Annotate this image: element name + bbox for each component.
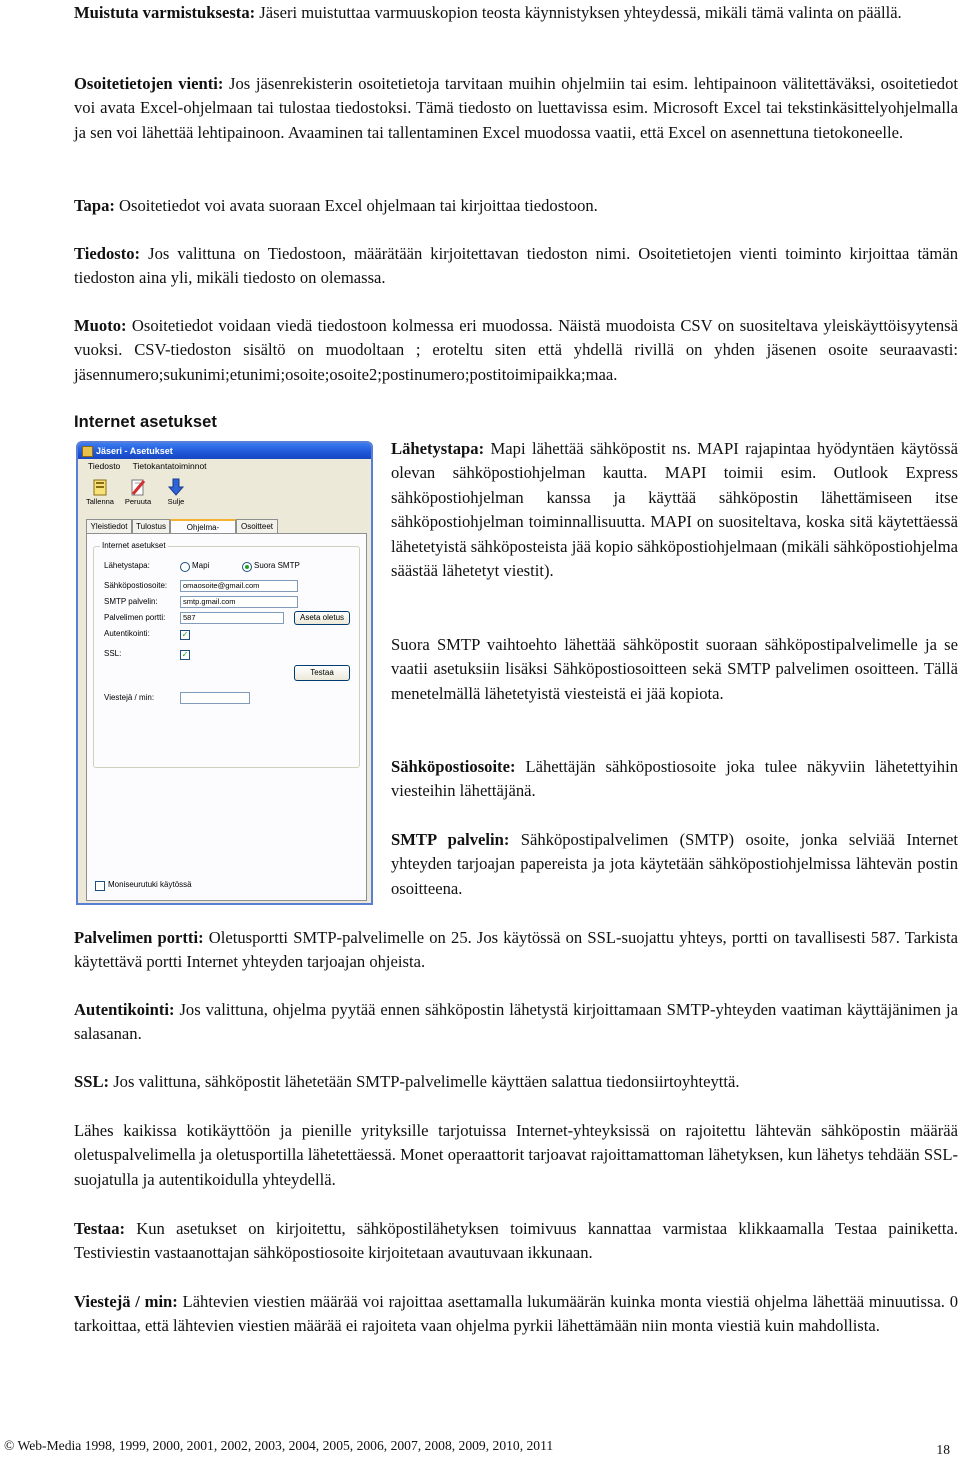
paragraph-rajoitukset: [74, 1119, 958, 1192]
settings-window-screenshot: [76, 441, 373, 905]
paragraph-suora-smtp: [391, 633, 958, 706]
rate-field: [180, 692, 250, 704]
section-heading: Internet asetukset: [74, 413, 218, 431]
menu-item-tietokantatoiminnot: Tietokantatoiminnot: [132, 461, 207, 471]
term-label: Tiedosto:: [74, 244, 141, 263]
app-icon: [82, 446, 93, 457]
paragraph-text: Oletusportti SMTP-palvelimelle on 25. Jos käytössä on SSL-suojattu yhteys, portti on tavallisesti 587. Tarkista käytettävä portti Internet yhteyden tarjoajan ohjeista.: [74, 928, 958, 972]
tab-panel: [86, 533, 367, 901]
radio-smtp: [242, 562, 252, 572]
term-label: Osoitetietojen vienti:: [74, 74, 224, 93]
paragraph-autentikointi: [74, 998, 958, 1047]
close-tool-label: Sulje: [167, 497, 185, 506]
page-footer: [0, 1436, 960, 1456]
test-button: Testaa: [294, 665, 350, 681]
port-label: Palvelimen portti:: [104, 613, 166, 622]
smtp-label: SMTP palvelin:: [104, 597, 158, 606]
email-field: omaosoite@gmail.com: [180, 580, 298, 592]
paragraph-palvelimen-portti: [74, 926, 958, 975]
tab-strip: [86, 519, 367, 533]
paragraph-text: Jos valittuna, sähköpostit lähetetään SMTP-palvelimelle käyttäen salattua tiedonsiirtoyhteyttä.: [109, 1072, 740, 1091]
term-label: Muoto:: [74, 316, 127, 335]
radio-mapi-label: Mapi: [192, 561, 210, 570]
page-number: 18: [936, 1442, 950, 1457]
term-label: Muistuta varmistuksesta:: [74, 3, 256, 22]
term-label: Testaa:: [74, 1219, 126, 1238]
tab-yleistiedot: Yleistiedot: [86, 519, 132, 533]
window-title: Jäseri - Asetukset: [96, 446, 173, 456]
multi-user-label: Moniseurutuki käytössä: [108, 880, 192, 889]
paragraph-muistuta-varmistuksesta: [74, 1, 958, 25]
term-label: Tapa:: [74, 196, 115, 215]
paragraph-text: Jos valittuna on Tiedostoon, määrätään kirjoitettavan tiedoston nimi. Osoitetietojen vienti toiminto kirjoittaa tämän tiedoston aina yli, mikäli tiedosto on olemassa.: [74, 244, 958, 288]
paragraph-tiedosto: [74, 242, 958, 291]
term-label: Sähköpostiosoite:: [391, 757, 516, 776]
tab-ohjelma-asetukset: Ohjelma-: [170, 519, 236, 534]
paragraph-text: Jos jäsenrekisterin osoitetietoja tarvitaan muihin ohjelmiin tai esim. lehtipainoon välitettäväksi, osoitetiedot voi avata Excel-ohjelmaan tai tulostaa tiedostoksi. Tämä tiedosto on luettavissa esim. Microsoft Excel tai tekstinkäsittelyohjelmalla ja sen voi lähettää lehtipainoon. Avaaminen tai tallentaminen Excel muodossa vaatii, että Excel on asennettuna tietokoneelle.: [74, 74, 958, 142]
set-default-button: Aseta oletus: [294, 611, 350, 625]
auth-checkbox: ✓: [181, 630, 189, 639]
auth-label: Autentikointi:: [104, 629, 150, 638]
save-tool-label: Tallenna: [86, 497, 114, 506]
save-icon: [91, 477, 109, 497]
tab-osoitteet: Osoitteet: [236, 519, 278, 533]
method-label: Lähetystapa:: [104, 561, 150, 570]
menu-bar: [78, 460, 371, 473]
term-label: SSL:: [74, 1072, 110, 1091]
save-tool: [84, 475, 116, 511]
multi-user-checkbox: [95, 881, 105, 891]
paragraph-text: Mapi lähettää sähköpostit ns. MAPI rajapintaa hyödyntäen käytössä olevan sähköpostiohjelman kautta. MAPI toimii esim. Outlook Express sähköpostiohjelman kanssa ja käyttää sähköpostin lähettämiseen itse sähköpostiohjelman toiminnallisuutta. MAPI on suositeltava, koska sitä käytettäessä lähetetyistä sähköposteista jää kopio sähköpostiohjelmaan (mikäli sähköpostiohjelma säästää lähetetyt viestit).: [391, 439, 958, 581]
paragraph-lahetystapa: [391, 437, 958, 583]
paragraph-text: Kun asetukset on kirjoitettu, sähköpostilähetyksen toimivuus kannattaa varmistaa klikkaamalla Testaa painiketta. Testiviestin vastaanottajan sähköpostiosoite kirjoitetaan avautuvaan ikkunaan.: [74, 1219, 958, 1263]
paragraph-text: Jäseri muistuttaa varmuuskopion teosta käynnistyksen yhteydessä, mikäli tämä valinta on päällä.: [255, 3, 902, 22]
rate-label: Viestejä / min:: [104, 693, 155, 702]
term-label: Lähetystapa:: [391, 439, 485, 458]
window-titlebar: [78, 443, 371, 459]
paragraph-tapa: [74, 194, 958, 218]
close-tool: [160, 475, 192, 511]
menu-item-tiedosto: Tiedosto: [88, 461, 121, 471]
cancel-tool: [122, 475, 154, 511]
paragraph-viesteja-min: [74, 1290, 958, 1339]
group-title: Internet asetukset: [102, 541, 166, 550]
internet-settings-group: [93, 541, 360, 768]
smtp-field: smtp.gmail.com: [180, 596, 298, 608]
email-label: Sähköpostiosoite:: [104, 581, 168, 590]
arrow-down-icon: [167, 477, 185, 497]
paragraph-text: Lähes kaikissa kotikäyttöön ja pienille yrityksille tarjotuissa Internet-yhteyksissä on rajoitettu lähtevän sähköpostin määrää oletuspalvelimella ja oletusportilla lähetettäessä. Monet operaattorit tarjoavat rajoittamattoman lähetyksen, kun lähetys tehdään SSL-suojatulla ja autentikoidulla yhteydellä.: [74, 1121, 958, 1189]
paragraph-text: Jos valittuna, ohjelma pyytää ennen sähköpostin lähetystä kirjoittamaan SMTP-yhteyden vaatiman käyttäjänimen ja salasanan.: [74, 1000, 958, 1044]
cancel-tool-label: Peruuta: [124, 497, 152, 506]
toolbar: [84, 475, 367, 511]
paragraph-sahkopostiosoite: [391, 755, 958, 804]
ssl-label: SSL:: [104, 649, 122, 658]
tab-tulostus: Tulostus: [132, 519, 170, 533]
paragraph-osoitetietojen-vienti: [74, 72, 958, 145]
paragraph-smtp-palvelin: [391, 828, 958, 901]
paragraph-ssl: [74, 1070, 958, 1094]
paragraph-testaa: [74, 1217, 958, 1266]
radio-mapi: [180, 562, 190, 572]
term-label: Viestejä / min:: [74, 1292, 178, 1311]
paragraph-text: Osoitetiedot voi avata suoraan Excel ohjelmaan tai kirjoittaa tiedostoon.: [114, 196, 598, 215]
term-label: Palvelimen portti:: [74, 928, 204, 947]
paragraph-muoto: [74, 314, 958, 387]
paragraph-text: Osoitetiedot voidaan viedä tiedostoon kolmessa eri muodossa. Näistä muodoista CSV on suositeltava yleiskäyttöisyytensä vuoksi. CSV-tiedoston sisältö on muodoltaan ; eroteltu siten että yhdellä rivillä on yhden jäsenen osoite seuraavasti: jäsennumero;sukunimi;etunimi;osoite;osoite2;postinumero;postitoimipaikka;maa.: [74, 316, 958, 384]
copyright-text: © Web-Media 1998, 1999, 2000, 2001, 2002, 2003, 2004, 2005, 2006, 2007, 2008, 2009, 2010, 2011: [4, 1438, 554, 1453]
paragraph-text: Sähköpostipalvelimen (SMTP) osoite, jonka selviää Internet yhteyden tarjoajan papereista ja jota käytetään sähköpostiohjelmissa lähtevän postin osoitteena.: [391, 830, 958, 898]
term-label: Autentikointi:: [74, 1000, 175, 1019]
port-field: 587: [180, 612, 284, 624]
paragraph-text: Suora SMTP vaihtoehto lähettää sähköpostit suoraan sähköpostipalvelimelle ja se vaatii asetuksiin lisäksi Sähköpostiosoitteen sekä SMTP palvelimen osoitteen. Tällä menetelmällä lähetetyistä viesteistä ei jää kopiota.: [391, 635, 958, 703]
paragraph-text: Lähettäjän sähköpostiosoite joka tulee näkyviin lähetettyihin viesteihin lähettäjänä.: [391, 757, 958, 801]
ssl-checkbox: ✓: [181, 650, 189, 659]
cancel-icon: [129, 477, 147, 497]
radio-smtp-label: Suora SMTP: [254, 561, 300, 570]
term-label: SMTP palvelin:: [391, 830, 510, 849]
paragraph-text: Lähtevien viestien määrää voi rajoittaa asettamalla lukumäärän kuinka monta viestiä ohjelma lähettää minuutissa. 0 tarkoittaa, että lähtevien viestien määrää ei rajoiteta vaan ohjelma pyrkii lähettämään niin monta viestiä kuin mahdollista.: [74, 1292, 959, 1336]
